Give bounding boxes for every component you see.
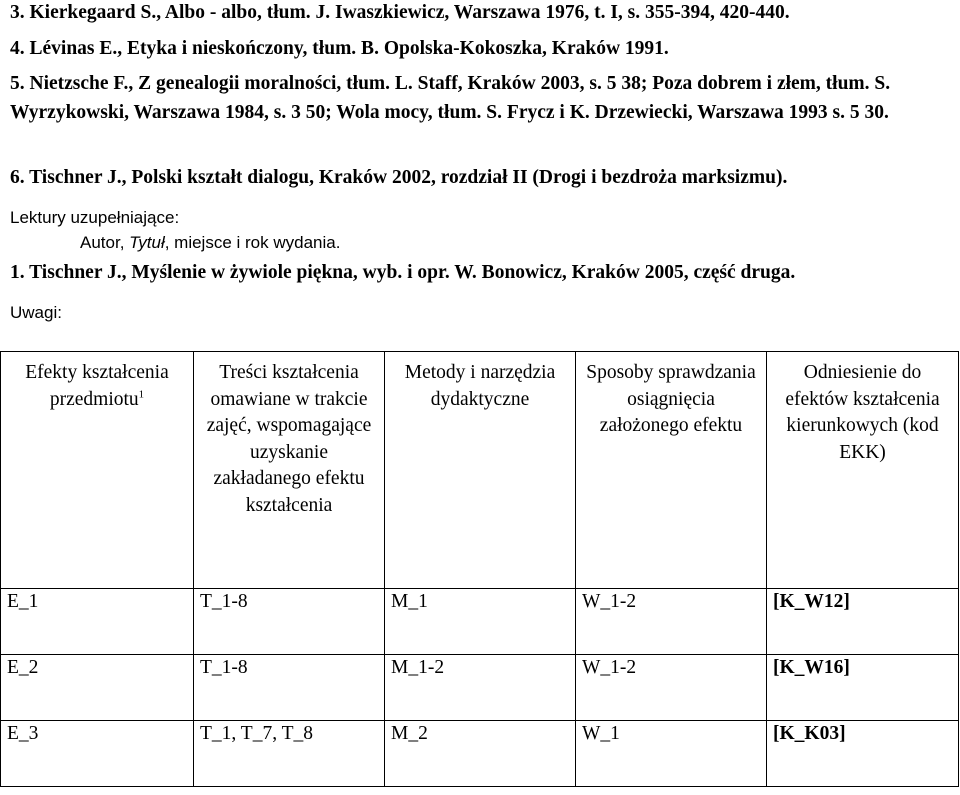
table-header-row — [1, 352, 959, 589]
footnote-marker: 1 — [138, 388, 145, 400]
reference-4 — [10, 38, 669, 60]
header-content: Treści kształcenia omawiane w trakcie zajęć, wspomagające uzyskanie zakładanego efektu kształcenia — [194, 352, 385, 589]
reference-text: Nietzsche F., Z genealogii moralności, tłum. L. Staff, Kraków 2003, s. 5 38; Poza dobrem i złem, tłum. S. Wyrzykowski, Warszawa 1984, s. 3 50; Wola mocy, tłum. S. Frycz i K. Drzewiecki, Warszawa 1993 s. 5 30. — [10, 73, 891, 123]
reference-text: Kierkegaard S., Albo - albo, tłum. J. Iwaszkiewicz, Warszawa 1976, t. I, s. 355-394, 420-440. — [29, 2, 790, 23]
supplementary-format — [80, 233, 340, 253]
cell-assessment: W_1-2 — [576, 655, 767, 721]
cell-assessment: W_1-2 — [576, 589, 767, 655]
cell-content: T_1-8 — [194, 589, 385, 655]
reference-number: 4. — [10, 38, 25, 59]
table-row — [1, 721, 959, 787]
table-row — [1, 589, 959, 655]
reference-number: 5. — [10, 73, 25, 94]
supplementary-heading: Lektury uzupełniające: — [10, 208, 180, 227]
reference-text: Lévinas E., Etyka i nieskończony, tłum. B. Opolska-Kokoszka, Kraków 1991. — [29, 38, 669, 59]
reference-6 — [10, 167, 787, 189]
cell-effect: E_1 — [1, 589, 194, 655]
header-effects: Efekty kształcenia przedmiotu$^1$ — [1, 352, 194, 589]
cell-ekk: [K_K03] — [767, 721, 959, 787]
learning-outcomes-table — [0, 351, 959, 787]
table-row — [1, 655, 959, 721]
notes-heading: Uwagi: — [10, 303, 62, 322]
format-title: Tytuł — [129, 233, 165, 252]
reference-number: 3. — [10, 2, 25, 23]
cell-assessment: W_1 — [576, 721, 767, 787]
header-ekk: Odniesienie do efektów kształcenia kierunkowych (kod EKK) — [767, 352, 959, 589]
reference-text: Tischner J., Polski kształt dialogu, Kraków 2002, rozdział II (Drogi i bezdroża marksizmu). — [29, 167, 788, 188]
reference-number: 6. — [10, 167, 25, 188]
supplementary-item-1 — [10, 262, 795, 284]
item-number: 1. — [10, 262, 25, 283]
cell-ekk: [K_W12] — [767, 589, 959, 655]
cell-method: M_2 — [385, 721, 576, 787]
cell-ekk: [K_W16] — [767, 655, 959, 721]
reference-3 — [10, 2, 790, 24]
cell-effect: E_2 — [1, 655, 194, 721]
cell-method: M_1 — [385, 589, 576, 655]
item-text: Tischner J., Myślenie w żywiole piękna, wyb. i opr. W. Bonowicz, Kraków 2005, część druga. — [29, 262, 796, 283]
cell-content: T_1, T_7, T_8 — [194, 721, 385, 787]
header-assessment: Sposoby sprawdzania osiągnięcia założonego efektu — [576, 352, 767, 589]
header-methods: Metody i narzędzia dydaktyczne — [385, 352, 576, 589]
cell-content: T_1-8 — [194, 655, 385, 721]
cell-effect: E_3 — [1, 721, 194, 787]
reference-5 — [10, 70, 940, 127]
cell-method: M_1-2 — [385, 655, 576, 721]
format-suffix: , miejsce i rok wydania. — [164, 233, 341, 252]
format-prefix: Autor, — [80, 233, 130, 252]
